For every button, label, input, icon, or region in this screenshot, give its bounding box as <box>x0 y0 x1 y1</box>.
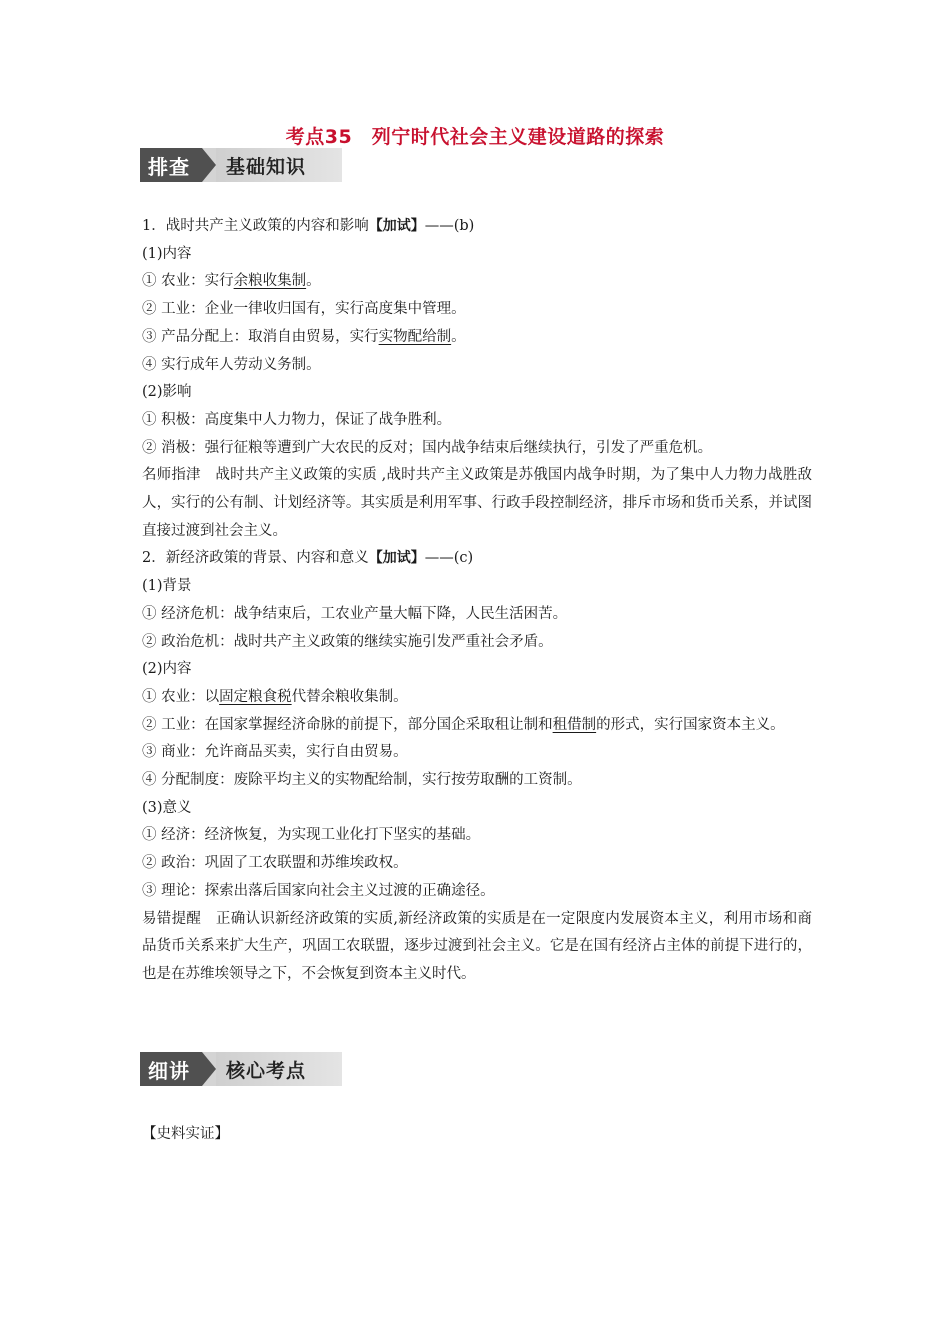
banner-tag: 细讲 <box>140 1052 202 1086</box>
list-item: ③ 产品分配上：取消自由贸易，实行实物配给制。 <box>142 328 466 345</box>
list-item: ① 农业：以固定粮食税代替余粮收集制。 <box>142 688 408 705</box>
banner-label: 核心考点 <box>216 1052 342 1086</box>
list-item: ③ 商业：允许商品买卖，实行自由贸易。 <box>142 744 408 761</box>
subheading: (1)背景 <box>142 578 192 595</box>
list-item: ② 工业：企业一律收归国有，实行高度集中管理。 <box>142 301 466 318</box>
page-title: 考点35 列宁时代社会主义建设道路的探索 <box>285 126 665 148</box>
section-banner-detail <box>140 1052 342 1086</box>
section-banner-review <box>140 148 342 182</box>
knowledge-body <box>142 213 812 989</box>
heading-nep: 2．新经济政策的背景、内容和意义【加试】——(c) <box>142 550 474 567</box>
list-item: ② 政治：巩固了工农联盟和苏维埃政权。 <box>142 855 408 872</box>
subheading: (1)内容 <box>142 245 192 262</box>
subheading: (2)内容 <box>142 661 192 678</box>
list-item: ③ 理论：探索出落后国家向社会主义过渡的正确途径。 <box>142 882 495 899</box>
heading-war-communism: 1．战时共产主义政策的内容和影响【加试】——(b) <box>142 218 475 234</box>
list-item: ② 政治危机：战时共产主义政策的继续实施引发严重社会矛盾。 <box>142 633 553 650</box>
list-item: ① 经济危机：战争结束后，工农业产量大幅下降，人民生活困苦。 <box>142 605 568 622</box>
list-item: ① 经济：经济恢复，为实现工业化打下坚实的基础。 <box>142 827 481 844</box>
list-item: ④ 分配制度：废除平均主义的实物配给制，实行按劳取酬的工资制。 <box>142 772 582 789</box>
list-item: ① 农业：实行余粮收集制。 <box>142 273 321 290</box>
banner-label: 基础知识 <box>216 148 342 182</box>
subheading: (3)意义 <box>142 799 192 816</box>
subheading: (2)影响 <box>142 384 192 401</box>
error-reminder: 易错提醒 正确认识新经济政策的实质,新经济政策的实质是在一定限度内发展资本主义，利用市场和商品货币关系来扩大生产，巩固工农联盟，逐步过渡到社会主义。它是在国有经济占主体的前提下进行的，也是在苏维埃领导之下，不会恢复到资本主义时代。 <box>142 910 812 982</box>
list-item: ② 消极：强行征粮等遭到广大农民的反对；国内战争结束后继续执行，引发了严重危机。 <box>142 439 713 456</box>
evidence-heading: 【史料实证】 <box>142 1126 229 1142</box>
banner-arrow-icon <box>202 1052 216 1086</box>
teacher-note: 名师指津 战时共产主义政策的实质 ,战时共产主义政策是苏俄国内战争时期，为了集中人力物力战胜敌人，实行的公有制、计划经济等。其实质是利用军事、行政手段控制经济，排斥市场和货币关系，并试图直接过渡到社会主义。 <box>142 467 812 539</box>
list-item: ④ 实行成年人劳动义务制。 <box>142 356 321 373</box>
banner-tag: 排查 <box>140 148 202 182</box>
list-item: ② 工业：在国家掌握经济命脉的前提下，部分国企采取租让制和租借制的形式，实行国家资本主义。 <box>142 716 785 733</box>
banner-arrow-icon <box>202 148 216 182</box>
list-item: ① 积极：高度集中人力物力，保证了战争胜利。 <box>142 411 452 428</box>
